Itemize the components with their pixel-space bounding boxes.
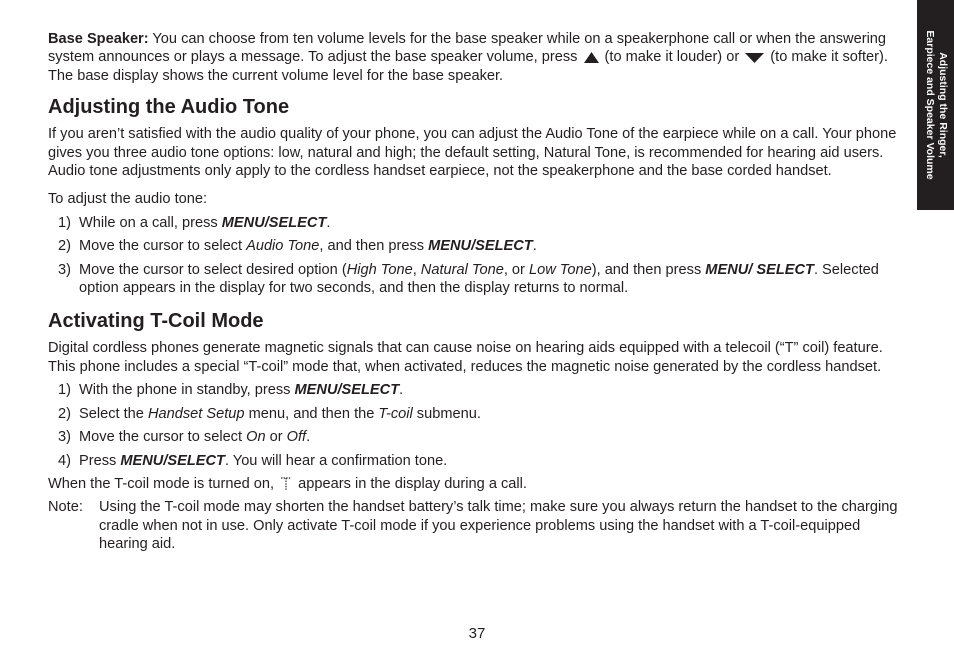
tcoil-step: 2) Select the Handset Setup menu, and then the T-coil submenu. — [58, 405, 481, 422]
tcoil-step: 3) Move the cursor to select On or Off. — [58, 429, 311, 446]
section-side-tab — [917, 0, 954, 210]
audio-tone-step: 3) Move the cursor to select desired option (High Tone, Natural Tone, or Low Tone), and then press MENU/ SELECT. Selected option appears in the display for two seconds, and then the display returns to normal. — [58, 261, 879, 297]
base-speaker-paragraph: Base Speaker: You can choose from ten volume levels for the base speaker while on a speakerphone call or when the answering system announces or plays a message. To adjust the base speaker volume, press (to make it louder) or (to make it softer). The base display shows the current volume level for the base speaker. — [48, 31, 888, 84]
volume-up-icon — [584, 52, 599, 63]
tcoil-icon — [280, 475, 292, 493]
base-speaker-label: Base Speaker: — [48, 31, 149, 47]
tcoil-note — [48, 498, 900, 553]
page-number: 37 — [468, 625, 486, 642]
audio-tone-heading: Adjusting the Audio Tone — [48, 96, 290, 119]
note-text: Using the T-coil mode may shorten the handset battery’s talk time; make sure you always return the handset to the charging cradle when not in use. Only activate T-coil mode if you experience problems using the handset with a T-coil-equipped hearing aid. — [99, 499, 898, 553]
tcoil-step: 1) With the phone in standby, press MENU/SELECT. — [58, 382, 404, 399]
tcoil-steps — [48, 381, 900, 470]
audio-tone-lead: To adjust the audio tone: — [48, 191, 208, 208]
tcoil-heading: Activating T-Coil Mode — [48, 310, 264, 333]
note-label: Note: — [48, 499, 83, 516]
section-tab-line-1: Adjusting the Ringer, — [936, 52, 949, 158]
audio-tone-step: 2) Move the cursor to select Audio Tone, and then press MENU/SELECT. — [58, 238, 537, 255]
section-tab-line-2: Earpiece and Speaker Volume — [923, 30, 936, 180]
tcoil-step: 4) Press MENU/SELECT. You will hear a confirmation tone. — [58, 452, 448, 469]
section-tab-label — [923, 30, 949, 179]
tcoil-intro: Digital cordless phones generate magnetic signals that can cause noise on hearing aids equipped with a telecoil (“T” coil) feature. This phone includes a special “T-coil” mode that, when activated, reduces the magnetic noise generated by the cordless handset. — [48, 340, 883, 375]
audio-tone-step: 1) While on a call, press MENU/SELECT. — [58, 214, 331, 231]
tcoil-status-text: When the T-coil mode is turned on, appears in the display during a call. — [48, 475, 527, 492]
audio-tone-steps — [48, 214, 900, 298]
audio-tone-intro: If you aren’t satisfied with the audio quality of your phone, you can adjust the Audio Tone of the earpiece while on a call. Your phone gives you three audio tone options: low, natural and high; the default setting, Natural Tone, is recommended for hearing aid users. Audio tone adjustments only apply to the cordless handset earpiece, not the speakerphone and the base corded handset. — [48, 126, 897, 180]
volume-down-icon — [745, 53, 764, 63]
page-content — [48, 30, 900, 554]
